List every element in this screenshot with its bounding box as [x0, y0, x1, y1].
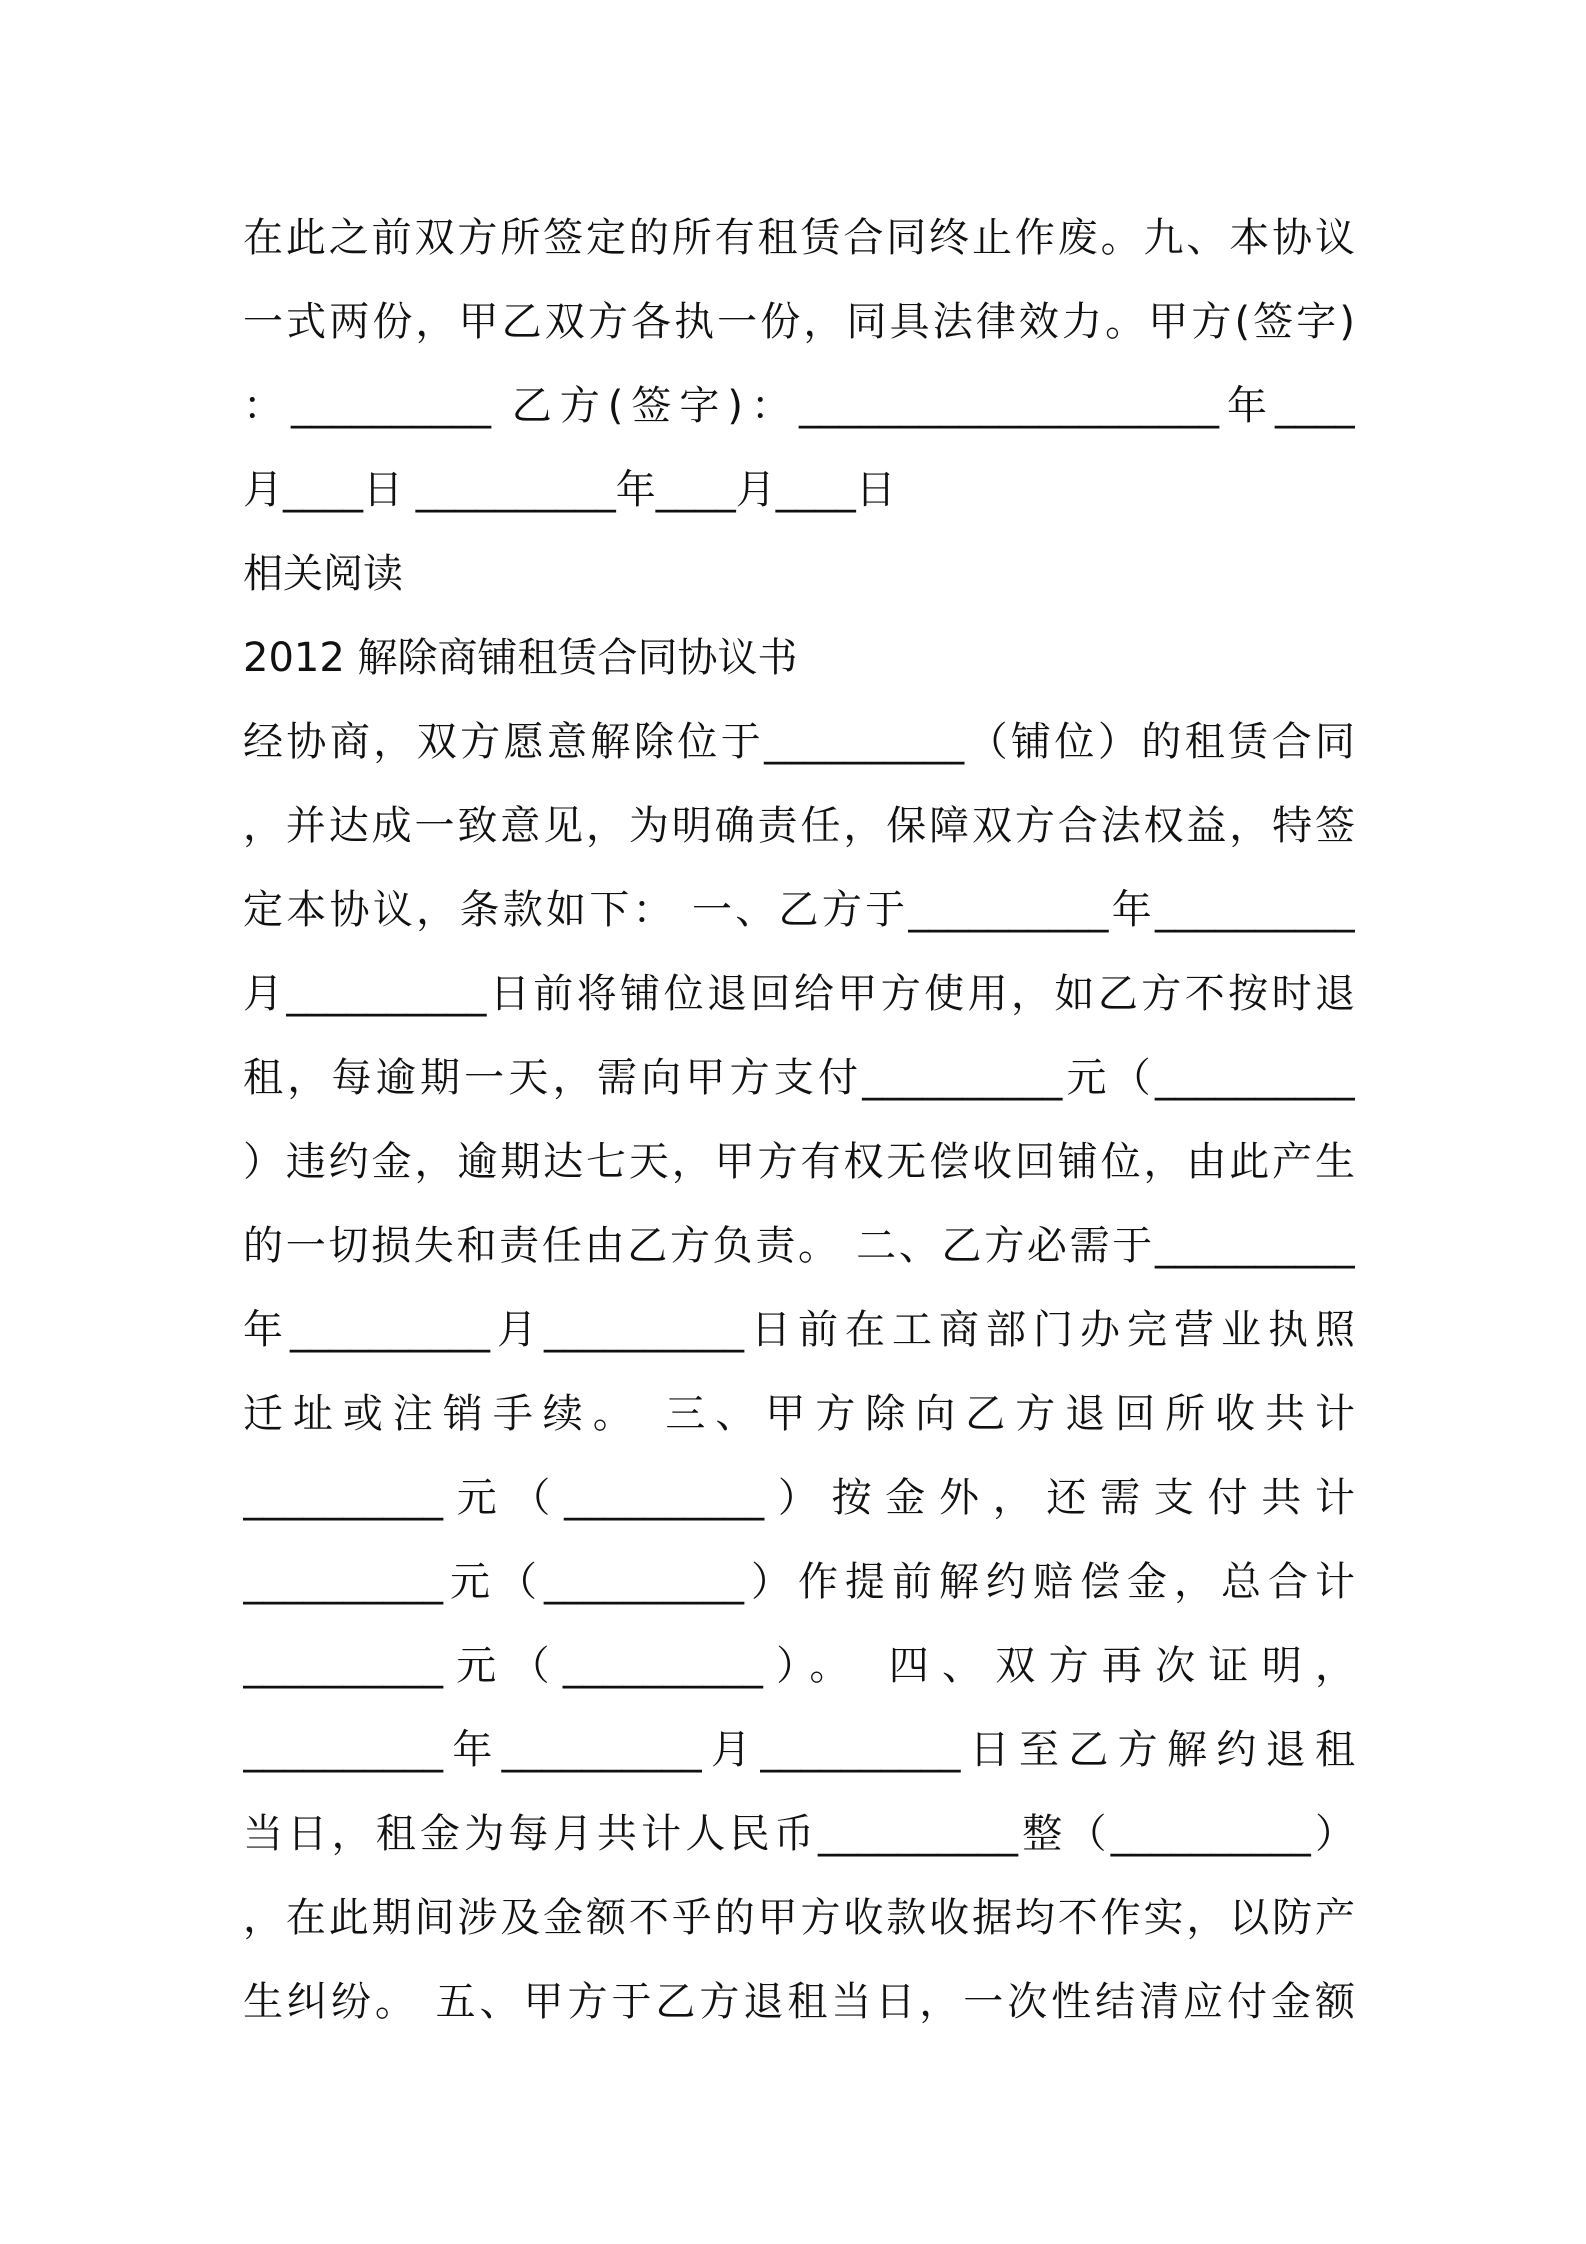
- text-line: 迁址或注销手续。 三、甲方除向乙方退回所收共计: [243, 1391, 1355, 1437]
- text-line: __________年__________月__________日至乙方解约退租: [243, 1727, 1355, 1773]
- text-line: 月__________日前将铺位退回给甲方使用，如乙方不按时退: [243, 971, 1355, 1017]
- text-line: ：__________ 乙方(签字)：_____________________年____: [243, 383, 1355, 429]
- text-line: ，并达成一致意见，为明确责任，保障双方合法权益，特签: [243, 803, 1355, 849]
- text-line: 年__________月__________日前在工商部门办完营业执照: [243, 1307, 1355, 1353]
- text-line: 在此之前双方所签定的所有租赁合同终止作废。九、本协议: [243, 215, 1355, 261]
- text-line: ）违约金，逾期达七天，甲方有权无偿收回铺位，由此产生: [243, 1139, 1355, 1185]
- text-line: 当日，租金为每月共计人民币__________整（__________）: [243, 1811, 1355, 1857]
- text-line: 经协商，双方愿意解除位于__________（铺位）的租赁合同: [243, 719, 1355, 765]
- text-line: 生纠纷。 五、甲方于乙方退租当日，一次性结清应付金额: [243, 1979, 1355, 2025]
- text-line: ，在此期间涉及金额不乎的甲方收款收据均不作实，以防产: [243, 1895, 1355, 1941]
- document-title: 2012 解除商铺租赁合同协议书: [243, 635, 798, 681]
- text-line: __________元（__________）按金外，还需支付共计: [243, 1475, 1355, 1521]
- text-line: __________元（__________）。 四、双方再次证明，: [243, 1643, 1355, 1689]
- text-line: 一式两份，甲乙双方各执一份，同具法律效力。甲方(签字): [243, 299, 1355, 345]
- text-line: 定本协议，条款如下： 一、乙方于__________年__________: [243, 887, 1355, 933]
- document-body: [243, 196, 1355, 2044]
- section-heading: 相关阅读: [243, 551, 403, 597]
- text-line: 租，每逾期一天，需向甲方支付__________元（__________: [243, 1055, 1355, 1101]
- text-line: 的一切损失和责任由乙方负责。 二、乙方必需于__________: [243, 1223, 1355, 1269]
- text-line: __________元（__________）作提前解约赔偿金，总合计: [243, 1559, 1355, 1605]
- text-line: 月____日 __________年____月____日: [243, 467, 896, 513]
